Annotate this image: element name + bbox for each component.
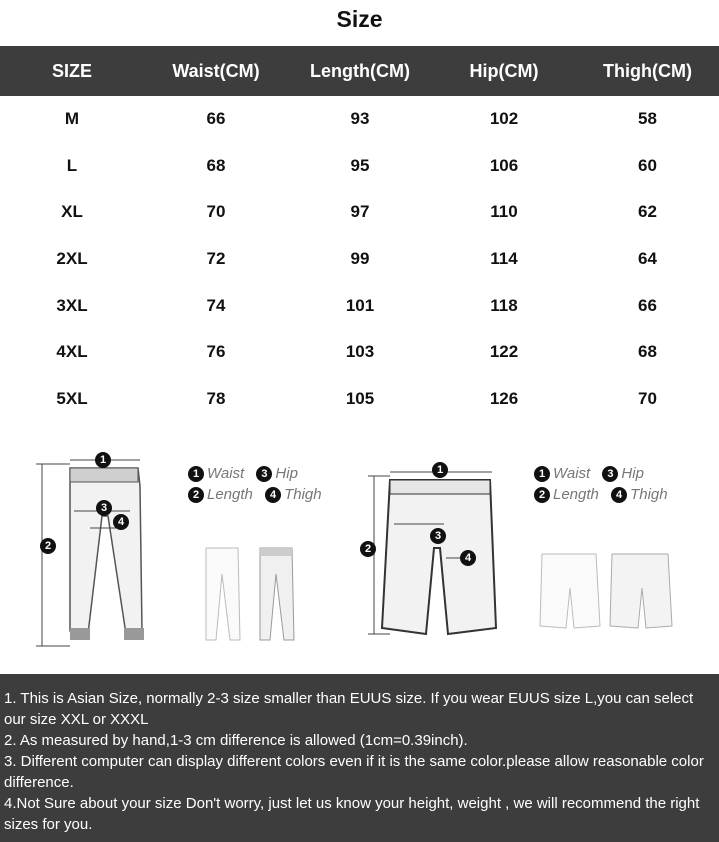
cell-length: 95	[350, 155, 370, 175]
cell-size: 4XL	[56, 342, 88, 362]
note-2: 2. As measured by hand,1-3 cm difference is allowed (1cm=0.39inch).	[4, 732, 468, 749]
badge-thigh-4: 4	[113, 514, 129, 530]
header-waist: Waist(CM)	[172, 61, 260, 81]
table-row	[0, 236, 719, 283]
shorts-measure-illustration	[364, 458, 504, 643]
cell-waist: 72	[206, 249, 226, 269]
badge-length-2: 2	[40, 538, 56, 554]
cell-size: M	[64, 109, 80, 128]
legend-waist: Waist	[207, 465, 245, 482]
table-row	[0, 376, 719, 423]
legend-length: Length	[207, 486, 253, 503]
cell-waist: 70	[206, 202, 226, 222]
cell-hip: 114	[490, 249, 518, 269]
cell-waist: 78	[206, 389, 226, 409]
legend-hip: Hip	[621, 465, 644, 482]
cell-thigh: 64	[638, 249, 657, 269]
legend-num: 3	[602, 466, 618, 482]
cell-thigh: 68	[638, 342, 657, 362]
header-thigh: Thigh(CM)	[603, 61, 692, 81]
table-row	[0, 143, 719, 190]
notes-panel	[0, 674, 719, 842]
cell-hip: 106	[489, 155, 519, 175]
table-row	[0, 283, 719, 330]
size-table-body	[0, 96, 719, 423]
legend-waist: Waist	[553, 465, 591, 482]
cell-hip: 102	[489, 109, 519, 128]
cell-thigh: 58	[638, 109, 657, 128]
legend-num: 1	[188, 466, 204, 482]
cell-waist: 76	[206, 342, 226, 362]
header-hip: Hip(CM)	[469, 61, 539, 81]
header-length: Length(CM)	[310, 61, 410, 81]
cell-waist: 66	[206, 109, 226, 128]
badge-hip-3: 3	[96, 500, 112, 516]
cell-hip: 122	[489, 342, 519, 362]
badge-length-2: 2	[360, 541, 376, 557]
legend-num: 1	[534, 466, 550, 482]
badge-thigh-4: 4	[460, 550, 476, 566]
legend-pants	[188, 465, 330, 503]
page-title: Size	[336, 6, 383, 32]
cell-thigh: 70	[638, 389, 657, 409]
table-row	[0, 329, 719, 376]
badge-hip-3: 3	[430, 528, 446, 544]
table-row	[0, 96, 719, 143]
cell-hip: 126	[489, 389, 519, 409]
cell-thigh: 62	[638, 202, 657, 222]
cell-length: 101	[345, 295, 375, 315]
size-table-header	[0, 46, 719, 96]
legend-num: 4	[611, 487, 627, 503]
cell-waist: 68	[206, 155, 226, 175]
header-size: SIZE	[51, 61, 92, 81]
note-1: 1. This is Asian Size, normally 2-3 size smaller than EUUS size. If you wear EUUS size L,you can select our size XXL or XXXL	[4, 690, 694, 728]
cell-thigh: 60	[638, 155, 657, 175]
table-row	[0, 189, 719, 236]
badge-waist-1: 1	[95, 452, 111, 468]
cell-length: 97	[350, 202, 370, 222]
legend-num: 2	[188, 487, 204, 503]
legend-num: 4	[265, 487, 281, 503]
cell-length: 103	[345, 342, 375, 362]
cell-size: 2XL	[56, 249, 88, 269]
cell-hip: 118	[490, 295, 518, 315]
cell-size: L	[66, 155, 78, 175]
legend-thigh: Thigh	[630, 486, 668, 503]
cell-hip: 110	[490, 202, 518, 222]
cell-size: 3XL	[56, 295, 88, 315]
legend-shorts	[534, 465, 676, 503]
note-3: 3. Different computer can display different colors even if it is the same color.please allow reasonable color difference.	[4, 753, 704, 791]
cell-size: XL	[61, 202, 83, 222]
legend-hip: Hip	[275, 465, 298, 482]
cell-length: 93	[350, 109, 370, 128]
badge-waist-1: 1	[432, 462, 448, 478]
legend-num: 3	[256, 466, 272, 482]
cell-length: 99	[350, 249, 370, 269]
legend-num: 2	[534, 487, 550, 503]
pants-small-illustration	[200, 544, 310, 644]
cell-waist: 74	[206, 295, 226, 315]
cell-length: 105	[345, 389, 375, 409]
cell-size: 5XL	[56, 389, 88, 409]
legend-length: Length	[553, 486, 599, 503]
cell-thigh: 66	[638, 295, 657, 315]
measurement-diagram	[0, 438, 719, 658]
note-4: 4.Not Sure about your size Don't worry, just let us know your height, weight , we will recommend the right sizes for you.	[4, 795, 700, 833]
legend-thigh: Thigh	[284, 486, 322, 503]
shorts-small-illustration	[536, 550, 676, 632]
